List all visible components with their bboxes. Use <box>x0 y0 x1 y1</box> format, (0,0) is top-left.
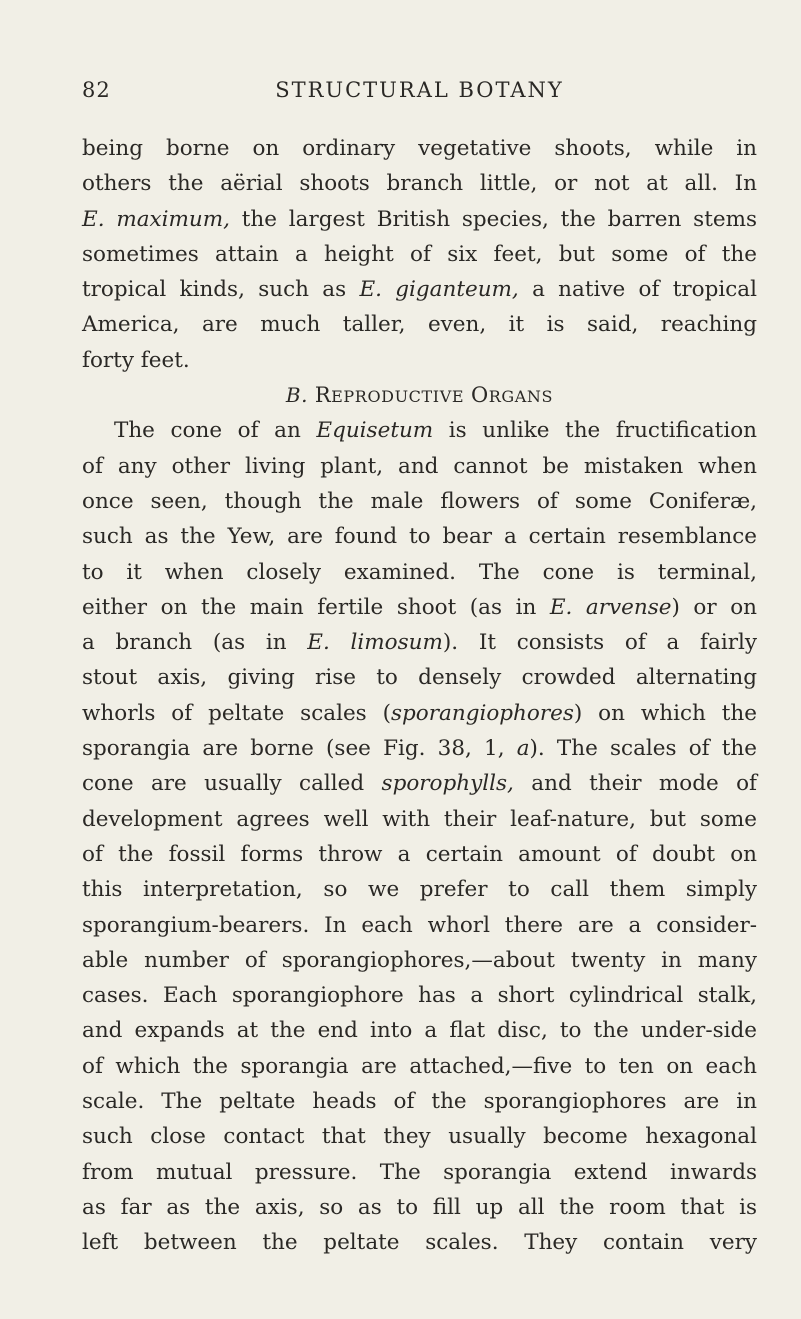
text-line: scale. The peltate heads of the sporangiophores are in <box>82 1089 757 1115</box>
text-line: development agrees well with their leaf-nature, but some <box>82 806 757 832</box>
text-line: and expands at the end into a flat disc, to the under-side <box>82 1018 757 1044</box>
text-line: others the aërial shoots branch little, or not at all. In <box>82 171 757 197</box>
section-heading: B. REPRODUCTIVE ORGANS <box>285 383 554 408</box>
term: sporangiophores <box>391 700 574 726</box>
text-line: sporangium-bearers. In each whorl there are a consider- <box>82 912 757 938</box>
text-line: tropical kinds, such as E. giganteum, a native of tropical <box>82 277 757 303</box>
figure-ref-letter: a <box>516 736 530 762</box>
text-line: this interpretation, so we prefer to call them simply <box>82 877 757 903</box>
text-line: to it when closely examined. The cone is terminal, <box>82 559 757 585</box>
species-name: E. maximum, <box>82 206 230 232</box>
running-title: STRUCTURAL BOTANY <box>275 78 564 102</box>
term: sporophylls, <box>381 771 514 797</box>
text-line: being borne on ordinary vegetative shoots, while in <box>82 136 757 161</box>
species-name: E. limosum <box>307 630 443 656</box>
text-line: such close contact that they usually become hexagonal <box>82 1124 757 1150</box>
text-line: cases. Each sporangiophore has a short cylindrical stalk, <box>82 983 757 1009</box>
text-line: left between the peltate scales. They contain very <box>82 1230 757 1256</box>
body-text <box>82 131 757 1261</box>
text-line: sometimes attain a height of six feet, but some of the <box>82 241 757 267</box>
species-name: E. arvense <box>549 594 672 620</box>
text-line: of any other living plant, and cannot be mistaken when <box>82 453 757 479</box>
text-line: able number of sporangiophores,—about twenty in many <box>82 947 757 973</box>
text-line: E. maximum, the largest British species, the barren stems <box>82 206 757 232</box>
running-head <box>82 78 757 108</box>
text-line: stout axis, giving rise to densely crowded alternating <box>82 665 757 691</box>
text-line: such as the Yew, are found to bear a certain resemblance <box>82 524 757 550</box>
text-line: whorls of peltate scales (sporangiophores) on which the <box>82 700 757 726</box>
text-line: once seen, though the male flowers of some Coniferæ, <box>82 488 757 514</box>
text-line: a branch (as in E. limosum). It consists of a fairly <box>82 630 757 656</box>
text-line: America, are much taller, even, it is said, reaching <box>82 312 757 338</box>
text-line: of which the sporangia are attached,—five to ten on each <box>82 1053 757 1079</box>
text-line: sporangia are borne (see Fig. 38, 1, a). The scales of the <box>82 736 757 762</box>
text-line: cone are usually called sporophylls, and their mode of <box>82 771 757 797</box>
species-name: E. giganteum, <box>359 277 519 303</box>
text-line: either on the main fertile shoot (as in E. arvense) or on <box>82 594 757 620</box>
text-line: as far as the axis, so as to fill up all the room that is <box>82 1194 757 1220</box>
page-number: 82 <box>82 78 111 102</box>
text-line: of the fossil forms throw a certain amount of doubt on <box>82 841 757 867</box>
text-line: The cone of an Equisetum is unlike the fructification <box>114 418 757 444</box>
text-line: forty feet. <box>82 347 190 373</box>
section-label: B. <box>285 383 308 408</box>
genus-name: Equisetum <box>316 418 434 444</box>
text-line: from mutual pressure. The sporangia extend inwards <box>82 1159 757 1185</box>
